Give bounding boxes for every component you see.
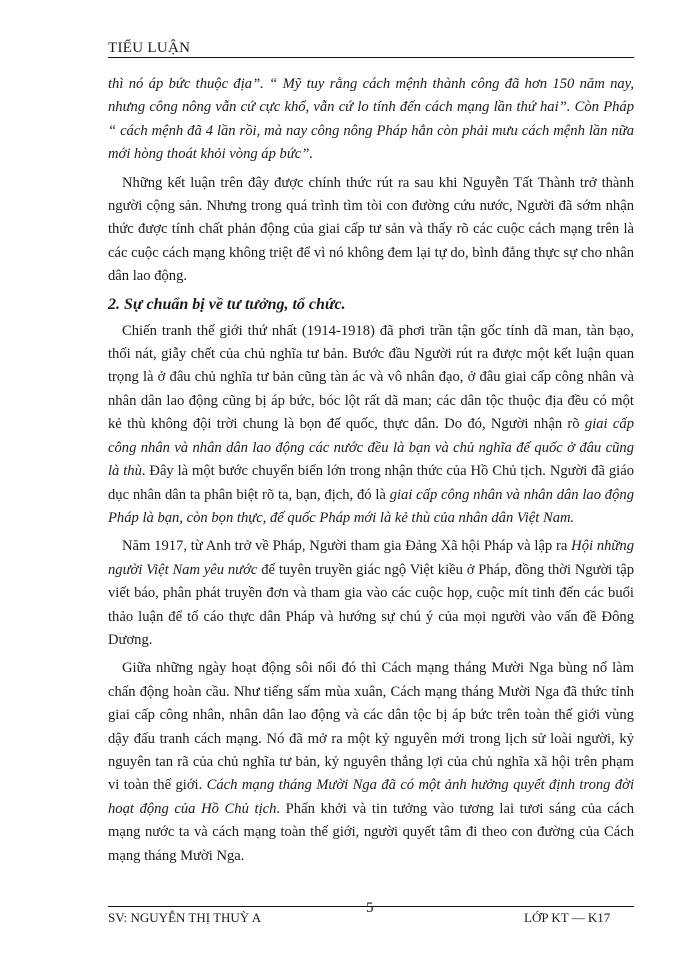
text-run: . Phấn khởi và tin tưởng vào tương lai tươi sáng của cách mạng nước ta và cách mạng toàn thế giới, người quyết tâm đi theo con đường của Cách mạng tháng Mười Nga. xyxy=(108,800,635,864)
paragraph xyxy=(108,320,634,531)
text-run: Giữa những ngày hoạt động sôi nổi đó thì Cách mạng tháng Mười Nga bùng nổ làm chấn động hoàn cầu. Như tiếng sấm mùa xuân, Cách mạng tháng Mười Nga đã thức tỉnh giai cấp công nhân, nhân dân lao động và các dân tộc bị áp bức trên toàn thế giới vùng dậy đấu tranh cách mạng. Nó đã mở ra một kỷ nguyên mới trong lịch sử loài người, kỷ nguyên tan rã của chủ nghĩa tư bản, kỷ nguyên thắng lợi của chủ nghĩa xã hội trên phạm vi toàn thế giới. xyxy=(108,660,634,794)
text-run: Năm 1917, từ Anh trở về Pháp, Người tham gia Đảng Xã hội Pháp và lập ra xyxy=(122,538,572,555)
footer-student-name: SV: NGUYỄN THỊ THUỲ A xyxy=(108,910,262,925)
text-run: Chiến tranh thế giới thứ nhất (1914-1918) đã phơi trần tận gốc tính dã man, tàn bạo, thối nát, giẫy chết của chủ nghĩa tư bản. Bước đầu Người rút ra được một kết luận quan trọng là ở đâu chủ nghĩa tư bản cũng tàn ác và vô nhân đạo, ở đâu giai cấp công nhân và nhân dân lao động cũng bị áp bức, bóc lột rất dã man; các dân tộc thuộc địa đều có một kẻ thù không đội trời chung là bọn đế quốc, thực dân. Do đó, Người nhận rõ xyxy=(108,322,634,433)
document-body xyxy=(108,73,634,873)
italic-text: thì nó áp bức thuộc địa”. “ Mỹ tuy rằng cách mệnh thành công đã hơn 150 năm nay, nhưng công nông vẫn cứ cực khổ, vẫn cứ lo tính đến cách mạng lần thứ hai”. Còn Pháp “ cách mệnh đã 4 lần rồi, mà nay công nông Pháp hẳn còn phải mưu cách mệnh lần nữa mới hòng thoát khỏi vòng áp bức”. xyxy=(108,76,634,163)
italic-text: Cách mạng tháng Mười Nga đã có một ảnh hưởng quyết định trong đời hoạt động của Hồ Chủ tịch xyxy=(108,777,635,817)
footer-class: LỚP KT — K17 xyxy=(524,910,611,925)
paragraph xyxy=(108,657,634,868)
page-number: 5 xyxy=(366,900,374,916)
paragraph xyxy=(108,172,634,289)
paragraph xyxy=(108,535,634,652)
section-heading: 2. Sự chuẩn bị về tư tưởng, tổ chức. xyxy=(108,295,346,313)
header-title: TIỂU LUẬN xyxy=(108,40,191,56)
italic-text: giai cấp công nhân và nhân dân lao động Pháp là bạn, còn bọn thực, đế quốc Pháp mới là kẻ thù của nhân dân Việt Nam. xyxy=(108,486,634,526)
paragraph xyxy=(108,73,634,167)
text-run: để tuyên truyền giác ngộ Việt kiều ở Pháp, đồng thời Người tập viết báo, phân phát truyền đơn và tham gia vào các cuộc họp, cuộc mít tinh đến các buổi thảo luận để tố cáo thực dân Pháp và hướng sự chú ý của mọi người vào vấn đề Đông Dương. xyxy=(108,561,634,648)
text-run: . Đây là một bước chuyển biến lớn trong nhận thức của Hồ Chủ tịch. Người đã giáo dục nhân dân ta phân biệt rõ ta, bạn, địch, đó là xyxy=(108,463,634,503)
italic-text: giai cấp công nhân và nhân dân lao động các nước đều là bạn và chủ nghĩa đế quốc ở đâu cũng là thù xyxy=(108,416,634,480)
text-run: Những kết luận trên đây được chính thức rút ra sau khi Nguyễn Tất Thành trở thành người cộng sản. Nhưng trong quá trình tìm tòi con đường cứu nước, Người đã sớm nhận thức được tính chất phản động của giai cấp tư sản và thấy rõ các cuộc cách mạng trên là các cuộc cách mạng không triệt để vì nó không đem lại tự do, bình đẳng thực sự cho nhân dân lao động. xyxy=(108,174,634,285)
header-divider xyxy=(108,57,634,58)
italic-text: Hội những người Việt Nam yêu nước xyxy=(108,538,634,578)
